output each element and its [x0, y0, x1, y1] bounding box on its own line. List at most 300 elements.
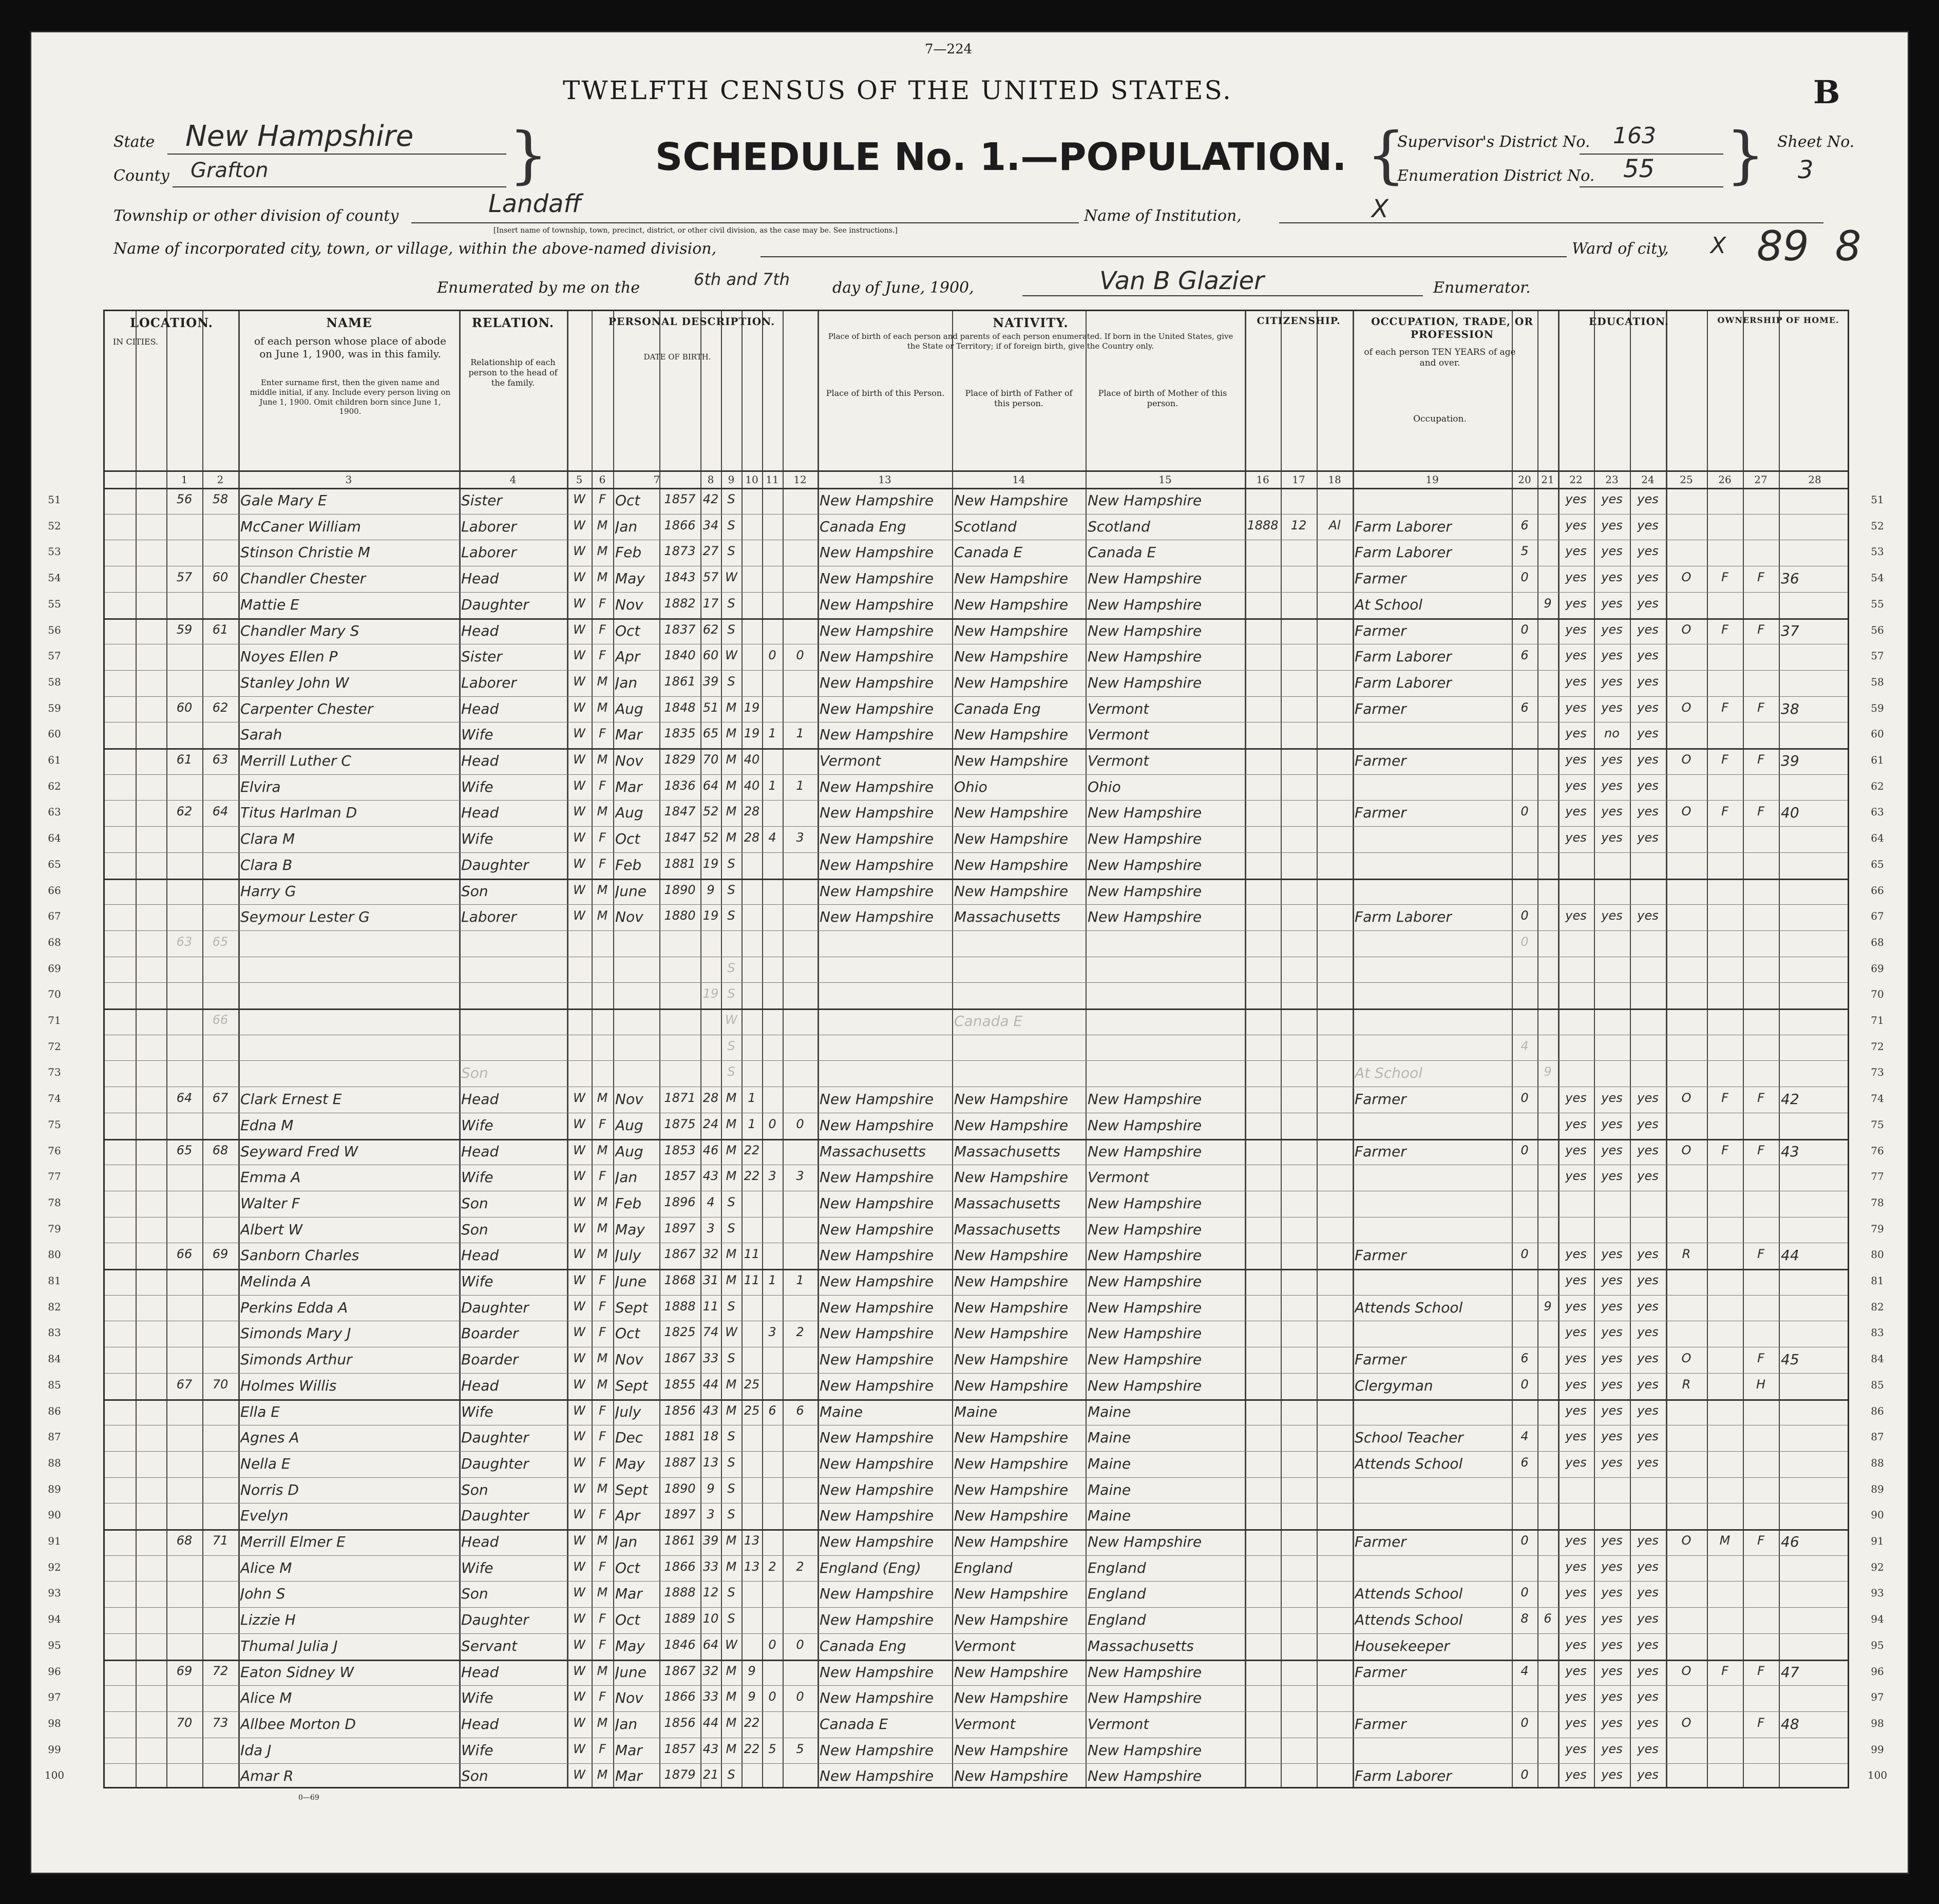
- cell-eng: yes: [1637, 1689, 1659, 1704]
- hdr-name-desc: of each person whose place of abode on June 1, 1900, was in this family.: [254, 335, 446, 360]
- cell-liv: 1: [796, 778, 804, 793]
- line-number-left: 62: [48, 779, 61, 792]
- cell-read: yes: [1565, 1663, 1587, 1678]
- line-number-left: 75: [48, 1118, 61, 1131]
- line-number-left: 89: [48, 1482, 61, 1495]
- county-label: County: [113, 167, 169, 185]
- cell-name: Clara M: [240, 830, 295, 848]
- row-rule: [105, 982, 1848, 983]
- cell-pob: New Hampshire: [820, 1273, 934, 1290]
- line-number-left: 69: [48, 962, 61, 975]
- cell-name: Alice M: [240, 1689, 292, 1707]
- cell-pobm: Vermont: [1088, 726, 1149, 744]
- cell-rel: Head: [461, 752, 499, 769]
- cell-dw: 61: [176, 752, 193, 767]
- cell-rel: Wife: [461, 726, 493, 744]
- cell-pob: New Hampshire: [820, 1299, 934, 1316]
- cell-fam: 68: [212, 1143, 229, 1157]
- hdr-occupation-desc: of each person TEN YEARS of age and over.: [1364, 347, 1516, 369]
- cell-year: 1837: [664, 622, 696, 637]
- cell-month: May: [615, 1637, 645, 1654]
- cell-read: yes: [1565, 1741, 1587, 1756]
- cell-age: 33: [702, 1351, 719, 1366]
- cell-name: Elvira: [240, 778, 281, 795]
- cell-eng: yes: [1637, 1429, 1659, 1444]
- cell-name: Ida J: [240, 1741, 272, 1759]
- cell-occ: Farm Laborer: [1355, 674, 1452, 691]
- line-number-left: 86: [48, 1404, 61, 1417]
- cell-pob: New Hampshire: [820, 1663, 934, 1681]
- cell-mar: S: [727, 492, 735, 506]
- township-note: [Insert name of township, town, precinct, district, or other civil division, as the case may be. See instructions.]: [493, 226, 898, 235]
- cell-pobf: New Hampshire: [954, 1299, 1069, 1316]
- cell-write: yes: [1601, 1767, 1623, 1782]
- line-number-right: 98: [1871, 1717, 1884, 1729]
- cell-pobm: New Hampshire: [1088, 492, 1202, 509]
- cell-read: yes: [1565, 778, 1587, 793]
- cell-month: Aug: [615, 700, 643, 717]
- line-number-left: 63: [48, 806, 61, 818]
- cell-write: yes: [1601, 1116, 1623, 1131]
- cell-rel: Laborer: [461, 518, 517, 535]
- cell-mar: S: [727, 908, 735, 923]
- cell-sched: 37: [1781, 622, 1799, 639]
- cell-age: 3: [707, 1221, 715, 1235]
- cell-mar: S: [727, 882, 735, 897]
- cell-liv: 0: [796, 1637, 804, 1652]
- line-number-right: 67: [1871, 910, 1884, 923]
- cell-color: W: [573, 882, 585, 897]
- cell-color: W: [573, 1455, 585, 1470]
- cell-occ: Farmer: [1355, 1663, 1406, 1681]
- column-number: 18: [1328, 473, 1341, 486]
- column-number: 23: [1605, 473, 1619, 486]
- cell-sex: F: [599, 1637, 606, 1652]
- cell-mar: S: [727, 1194, 735, 1209]
- cell-eng: yes: [1637, 1247, 1659, 1262]
- cell-pobf: New Hampshire: [954, 570, 1069, 587]
- column-number: 27: [1754, 473, 1767, 486]
- cell-year: 1867: [664, 1351, 696, 1366]
- cell-sex: M: [597, 804, 608, 819]
- cell-unemp: 4: [1520, 1038, 1529, 1053]
- cell-pob: New Hampshire: [820, 674, 934, 691]
- column-number: 10: [745, 473, 758, 486]
- line-number-right: 53: [1871, 545, 1884, 558]
- cell-age: 43: [702, 1403, 719, 1418]
- cell-month: May: [615, 570, 645, 587]
- cell-year: 1843: [664, 570, 696, 585]
- line-number-left: 94: [48, 1613, 61, 1626]
- cell-name: Simonds Mary J: [240, 1325, 351, 1342]
- column-number: 26: [1718, 473, 1732, 486]
- cell-age: 3: [707, 1507, 715, 1522]
- cell-mo: 2: [768, 1559, 776, 1574]
- cell-age: 28: [702, 1091, 719, 1106]
- cell-eng: yes: [1637, 1663, 1659, 1678]
- cell-age: 42: [702, 492, 719, 506]
- cell-name: Walter F: [240, 1194, 300, 1212]
- cell-color: W: [573, 518, 585, 532]
- cell-pob: New Hampshire: [820, 1689, 934, 1707]
- cell-month: Feb: [615, 856, 642, 873]
- line-number-left: 55: [48, 597, 61, 610]
- column-rule: [762, 311, 763, 1787]
- cell-month: Sept: [615, 1377, 648, 1394]
- cell-read: yes: [1565, 1455, 1587, 1470]
- column-number: 15: [1158, 473, 1172, 486]
- cell-pobm: New Hampshire: [1088, 804, 1202, 822]
- line-number-left: 80: [48, 1248, 61, 1261]
- line-number-left: 71: [48, 1014, 61, 1026]
- cell-year: 1847: [664, 830, 696, 845]
- cell-pobf: New Hampshire: [954, 1611, 1069, 1629]
- cell-sched: 43: [1781, 1143, 1799, 1160]
- line-number-right: 93: [1871, 1587, 1884, 1600]
- line-number-left: 60: [48, 728, 61, 740]
- cell-pob: New Hampshire: [820, 1091, 934, 1108]
- cell-month: Apr: [615, 648, 640, 665]
- cell-dw: 67: [176, 1377, 193, 1392]
- cell-sex: F: [599, 648, 606, 663]
- cell-occ: Farmer: [1355, 1091, 1406, 1108]
- cell-read: yes: [1565, 1143, 1587, 1157]
- cell-mort: M: [1719, 1533, 1731, 1548]
- cell-mar: S: [727, 1767, 735, 1782]
- cell-sch: 9: [1544, 596, 1552, 611]
- cell-age: 33: [702, 1559, 719, 1574]
- column-number: 24: [1641, 473, 1655, 486]
- cell-eng: yes: [1637, 1299, 1659, 1313]
- cell-year: 1853: [664, 1143, 696, 1157]
- state-label: State: [113, 133, 155, 151]
- line-number-right: 54: [1871, 572, 1884, 584]
- cell-dw: 59: [176, 622, 193, 637]
- cell-pobf: Massachusetts: [954, 1194, 1060, 1212]
- column-rule: [1666, 311, 1667, 1787]
- cell-color: W: [573, 1221, 585, 1235]
- cell-pobm: New Hampshire: [1088, 1741, 1202, 1759]
- cell-mar: M: [726, 1091, 737, 1106]
- cell-read: yes: [1565, 518, 1587, 532]
- line-number-left: 85: [48, 1378, 61, 1391]
- cell-dw: 60: [176, 700, 193, 715]
- cell-color: W: [573, 778, 585, 793]
- column-rule: [721, 311, 722, 1787]
- cell-year: 1856: [664, 1403, 696, 1418]
- enum-district-label: Enumeration District No.: [1397, 167, 1595, 185]
- cell-occ: Farm Laborer: [1355, 908, 1452, 926]
- cell-pobm: Massachusetts: [1088, 1637, 1194, 1654]
- cell-mar: M: [726, 1377, 737, 1392]
- cell-color: W: [573, 1585, 585, 1600]
- cell-month: June: [615, 1663, 647, 1681]
- line-number-right: 95: [1871, 1639, 1884, 1651]
- cell-ym: 19: [744, 700, 760, 715]
- cell-color: W: [573, 648, 585, 663]
- line-number-left: 72: [48, 1040, 61, 1053]
- cell-mar: S: [727, 1481, 735, 1496]
- line-number-left: 74: [48, 1092, 61, 1105]
- cell-fam: 73: [212, 1715, 229, 1730]
- cell-pobf: Canada E: [954, 544, 1023, 561]
- cell-read: yes: [1565, 1767, 1587, 1782]
- column-rule: [1317, 311, 1318, 1787]
- cell-age: 13: [702, 1455, 719, 1470]
- cell-month: Oct: [615, 622, 640, 639]
- cell-rel: Son: [461, 1194, 488, 1212]
- cell-pobf: Massachusetts: [954, 908, 1060, 926]
- cell-farm: F: [1757, 622, 1764, 637]
- cell-sex: F: [599, 1455, 606, 1470]
- cell-pob: New Hampshire: [820, 1741, 934, 1759]
- cell-dw: 62: [176, 804, 193, 819]
- cell-pob: New Hampshire: [820, 1351, 934, 1368]
- column-number: 11: [766, 473, 779, 486]
- line-number-right: 60: [1871, 728, 1884, 740]
- column-rule: [1594, 311, 1595, 1787]
- cell-year: 1866: [664, 1689, 696, 1704]
- cell-age: 27: [702, 544, 719, 559]
- cell-month: Sept: [615, 1481, 648, 1498]
- cell-mar: S: [727, 986, 735, 1001]
- cell-mar: S: [727, 1611, 735, 1626]
- cell-sex: M: [597, 1351, 608, 1366]
- line-number-right: 59: [1871, 701, 1884, 714]
- line-number-left: 64: [48, 832, 61, 845]
- column-rule: [1779, 311, 1780, 1787]
- cell-sex: M: [597, 1481, 608, 1496]
- cell-mar: S: [727, 518, 735, 532]
- column-rule: [166, 311, 167, 1787]
- cell-name: Melinda A: [240, 1273, 311, 1290]
- cell-rel: Daughter: [461, 856, 529, 873]
- cell-rel: Boarder: [461, 1325, 519, 1342]
- cell-rel: Boarder: [461, 1351, 519, 1368]
- cell-color: W: [573, 1663, 585, 1678]
- cell-unemp: 6: [1520, 700, 1529, 715]
- cell-read: yes: [1565, 1351, 1587, 1366]
- cell-nat: Al: [1328, 518, 1341, 532]
- cell-unemp: 0: [1520, 1377, 1529, 1392]
- cell-mar: M: [726, 1663, 737, 1678]
- cell-year: 1825: [664, 1325, 696, 1340]
- cell-pobf: Vermont: [954, 1715, 1016, 1732]
- cell-color: W: [573, 1273, 585, 1287]
- cell-month: July: [615, 1403, 641, 1420]
- cell-sex: F: [599, 1559, 606, 1574]
- cell-mort: F: [1721, 1091, 1728, 1106]
- row-rule: [105, 1581, 1848, 1582]
- cell-age: 4: [707, 1194, 715, 1209]
- column-number: 22: [1569, 473, 1583, 486]
- line-number-left: 56: [48, 623, 61, 636]
- cell-own: O: [1681, 1091, 1691, 1106]
- cell-ym: 40: [744, 752, 760, 767]
- cell-color: W: [573, 1741, 585, 1756]
- line-number-left: 97: [48, 1691, 61, 1704]
- cell-mar: S: [727, 1299, 735, 1313]
- cell-year: 1857: [664, 492, 696, 506]
- cell-month: Jan: [615, 518, 638, 535]
- population-table: [103, 310, 1849, 1788]
- cell-pobm: New Hampshire: [1088, 1221, 1202, 1238]
- cell-month: June: [615, 882, 647, 900]
- cell-write: yes: [1601, 778, 1623, 793]
- line-number-left: 61: [48, 754, 61, 766]
- cell-dw: 63: [176, 934, 193, 949]
- cell-pobf: New Hampshire: [954, 492, 1069, 509]
- cell-unemp: 4: [1520, 1429, 1529, 1444]
- cell-farm: F: [1757, 1143, 1764, 1157]
- line-number-right: 55: [1871, 597, 1884, 610]
- cell-unemp: 5: [1520, 544, 1529, 559]
- cell-rel: Head: [461, 804, 499, 822]
- enumerator-name: Van B Glazier: [1099, 266, 1264, 295]
- cell-mort: F: [1721, 804, 1728, 819]
- cell-age: 21: [702, 1767, 719, 1782]
- row-rule: [105, 488, 1848, 489]
- supervisor-value: 163: [1613, 123, 1656, 149]
- cell-own: O: [1681, 1143, 1691, 1157]
- cell-pob: New Hampshire: [820, 492, 934, 509]
- column-rule: [1086, 311, 1087, 1787]
- cell-farm: F: [1757, 804, 1764, 819]
- line-number-left: 98: [48, 1717, 61, 1729]
- cell-rel: Head: [461, 622, 499, 639]
- cell-sex: M: [597, 1715, 608, 1730]
- cell-month: Jan: [615, 1715, 638, 1732]
- line-number-right: 58: [1871, 675, 1884, 688]
- cell-unemp: 0: [1520, 1247, 1529, 1262]
- cell-color: W: [573, 1247, 585, 1262]
- cell-eng: yes: [1637, 674, 1659, 689]
- cell-year: 1881: [664, 1429, 696, 1444]
- cell-mar: W: [725, 1013, 737, 1027]
- cell-read: yes: [1565, 1559, 1587, 1574]
- cell-own: O: [1681, 570, 1691, 585]
- cell-eng: yes: [1637, 1273, 1659, 1287]
- cell-pob: New Hampshire: [820, 1507, 934, 1525]
- cell-liv: 5: [796, 1741, 804, 1756]
- cell-write: yes: [1601, 674, 1623, 689]
- column-rule: [1353, 311, 1354, 1787]
- row-rule: [105, 618, 1848, 620]
- cell-rel: Son: [461, 1064, 488, 1082]
- cell-write: yes: [1601, 1091, 1623, 1106]
- cell-age: 62: [702, 622, 719, 637]
- hdr-ownership: OWNERSHIP OF HOME.: [1717, 315, 1839, 325]
- row-rule: [105, 1139, 1848, 1140]
- line-number-right: 88: [1871, 1456, 1884, 1469]
- line-number-right: 100: [1867, 1769, 1888, 1782]
- cell-sex: M: [597, 518, 608, 532]
- cell-mo: 3: [768, 1325, 776, 1340]
- cell-sex: F: [599, 856, 606, 871]
- cell-color: W: [573, 570, 585, 585]
- cell-occ: Farm Laborer: [1355, 1767, 1452, 1785]
- cell-own: R: [1682, 1247, 1691, 1262]
- cell-pobf: New Hampshire: [954, 1585, 1069, 1603]
- cell-dw: 70: [176, 1715, 193, 1730]
- cell-pobf: New Hampshire: [954, 1767, 1069, 1785]
- cell-write: yes: [1601, 1351, 1623, 1366]
- cell-age: 52: [702, 830, 719, 845]
- cell-name: Emma A: [240, 1169, 301, 1186]
- column-number: 28: [1808, 473, 1821, 486]
- line-number-right: 70: [1871, 988, 1884, 1001]
- cell-pobf: Massachusetts: [954, 1143, 1060, 1160]
- cell-color: W: [573, 1689, 585, 1704]
- cell-ym: 28: [744, 830, 760, 845]
- cell-pobf: New Hampshire: [954, 1481, 1069, 1498]
- line-number-right: 97: [1871, 1691, 1884, 1704]
- cell-pob: New Hampshire: [820, 778, 934, 795]
- cell-unemp: 6: [1520, 648, 1529, 663]
- cell-name: Allbee Morton D: [240, 1715, 356, 1732]
- cell-liv: 3: [796, 830, 804, 845]
- cell-pobf: New Hampshire: [954, 622, 1069, 639]
- column-rule: [1743, 311, 1744, 1787]
- cell-farm: F: [1757, 1247, 1764, 1262]
- cell-year: 1861: [664, 674, 696, 689]
- row-rule: [105, 748, 1848, 750]
- cell-pobm: New Hampshire: [1088, 856, 1202, 873]
- cell-pobf: New Hampshire: [954, 726, 1069, 744]
- cell-month: Mar: [615, 1585, 642, 1603]
- cell-sex: F: [599, 1273, 606, 1287]
- cell-pobf: New Hampshire: [954, 648, 1069, 665]
- cell-sex: M: [597, 752, 608, 767]
- cell-ym: 40: [744, 778, 760, 793]
- cell-eng: yes: [1637, 1585, 1659, 1600]
- cell-year: 1880: [664, 908, 696, 923]
- hdr-relation: RELATION.: [471, 315, 555, 330]
- cell-mar: M: [726, 1689, 737, 1704]
- cell-ym: 25: [744, 1377, 760, 1392]
- cell-mar: M: [726, 778, 737, 793]
- cell-unemp: 0: [1520, 570, 1529, 585]
- cell-pobm: Maine: [1088, 1429, 1131, 1446]
- cell-mar: M: [726, 1715, 737, 1730]
- cell-month: Nov: [615, 596, 643, 613]
- cell-mar: S: [727, 622, 735, 637]
- line-number-right: 96: [1871, 1665, 1884, 1678]
- cell-color: W: [573, 622, 585, 637]
- cell-eng: yes: [1637, 726, 1659, 741]
- cell-color: W: [573, 1533, 585, 1548]
- row-rule: [105, 1008, 1848, 1010]
- row-rule: [105, 1607, 1848, 1608]
- row-rule: [105, 826, 1848, 827]
- cell-sex: M: [597, 544, 608, 559]
- line-number-right: 71: [1871, 1014, 1884, 1026]
- cell-dw: 56: [176, 492, 193, 506]
- cell-name: Seymour Lester G: [240, 908, 370, 926]
- cell-sched: 47: [1781, 1663, 1799, 1681]
- row-rule: [105, 1529, 1848, 1531]
- row-rule: [105, 670, 1848, 671]
- column-number: 4: [509, 473, 517, 486]
- cell-eng: yes: [1637, 1611, 1659, 1626]
- cell-pobm: New Hampshire: [1088, 1663, 1202, 1681]
- cell-year: 1897: [664, 1221, 696, 1235]
- cell-sex: F: [599, 726, 606, 741]
- row-rule: [105, 1763, 1848, 1764]
- cell-write: yes: [1601, 700, 1623, 715]
- cell-fam: 58: [212, 492, 229, 506]
- cell-mar: S: [727, 1507, 735, 1522]
